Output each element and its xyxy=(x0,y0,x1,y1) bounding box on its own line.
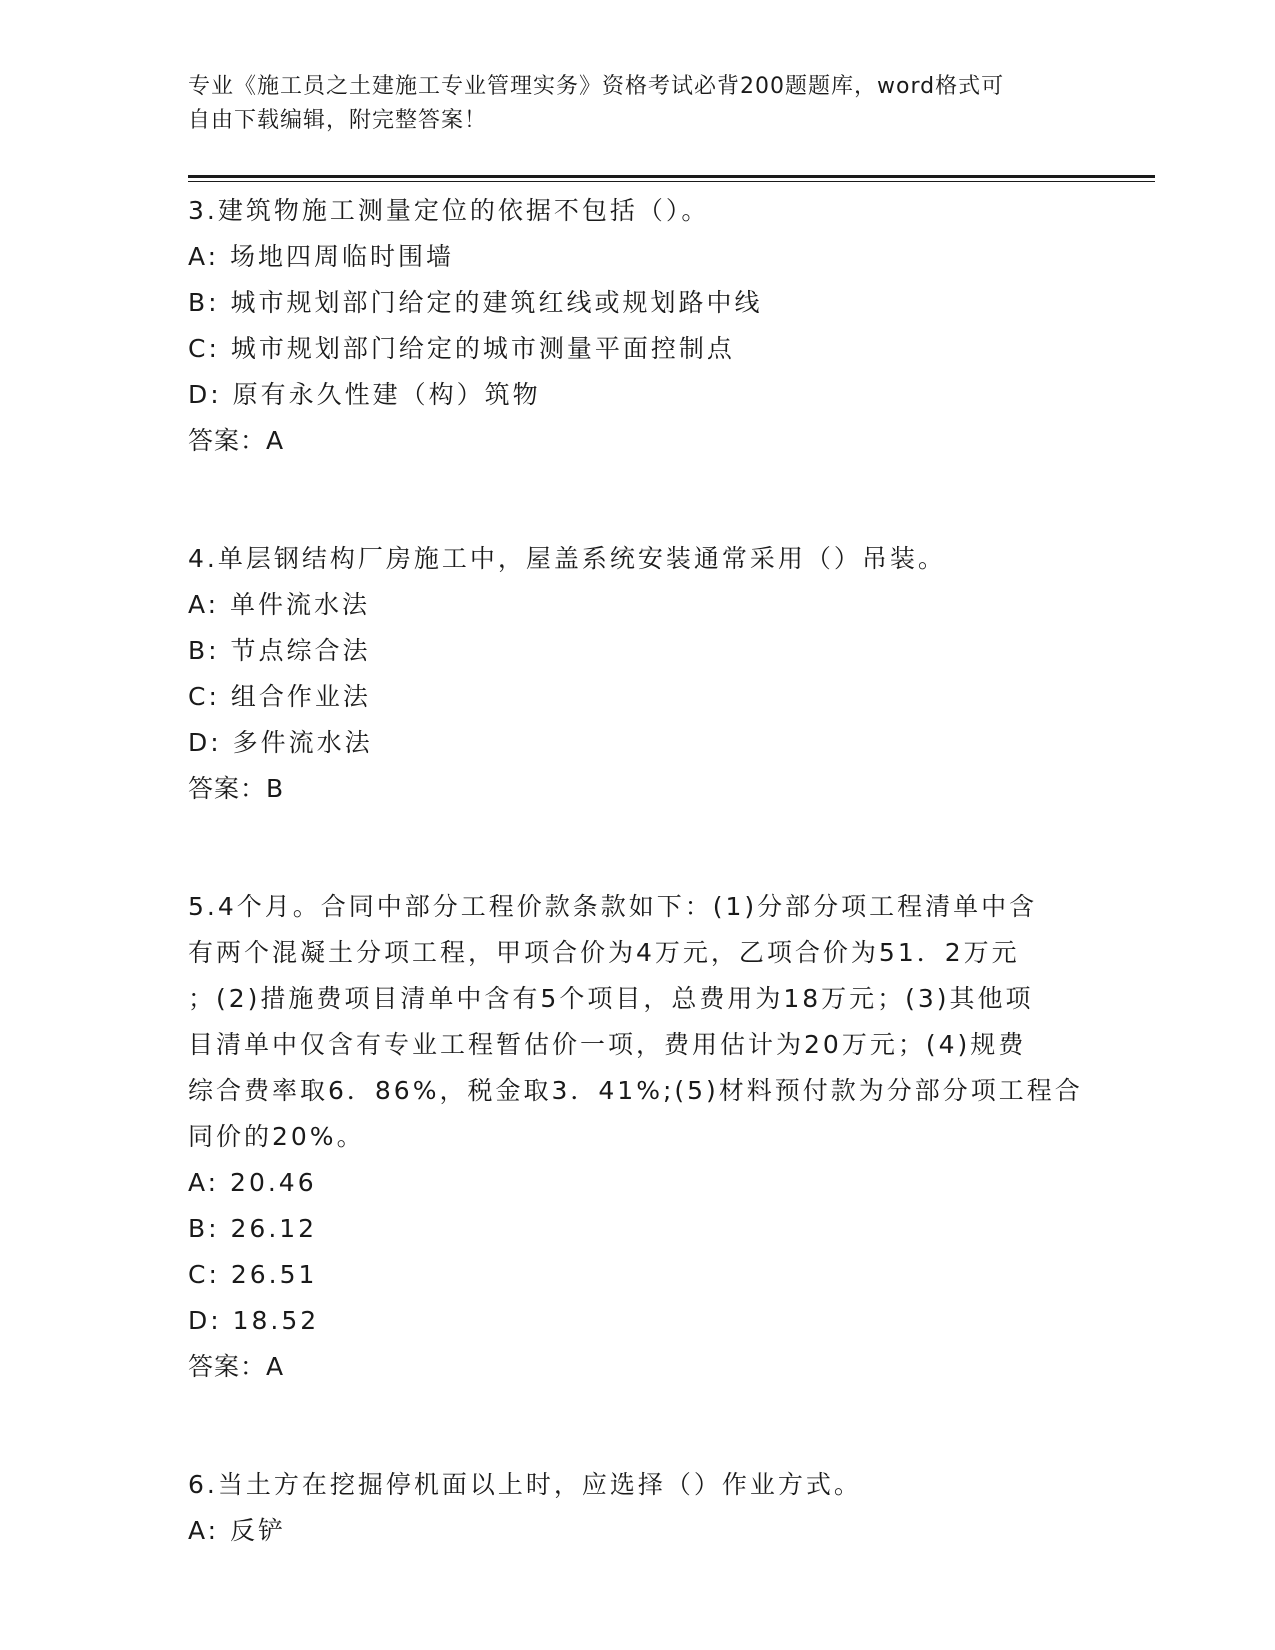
header-divider-thin xyxy=(188,181,1155,182)
header-line-1: 专业《施工员之土建施工专业管理实务》资格考试必背200题题库，word格式可 xyxy=(188,74,1005,99)
question-stem: 3.建筑物施工测量定位的依据不包括（）。 xyxy=(188,196,710,225)
question-stem-line: 有两个混凝土分项工程，甲项合价为4万元，乙项合价为51．2万元 xyxy=(188,938,1020,967)
option-d: D: 18.52 xyxy=(188,1306,320,1335)
question-item xyxy=(188,188,1088,464)
header-divider-thick xyxy=(188,175,1155,178)
option-a: A: 反铲 xyxy=(188,1516,287,1545)
option-b: B: 26.12 xyxy=(188,1214,318,1243)
option-a: A: 单件流水法 xyxy=(188,590,371,619)
question-stem-line: ；(2)措施费项目清单中含有5个项目，总费用为18万元；(3)其他项 xyxy=(188,984,1034,1013)
question-spacer xyxy=(188,1390,1088,1462)
option-d: D: 多件流水法 xyxy=(188,728,373,757)
question-spacer xyxy=(188,464,1088,536)
answer-line: 答案：B xyxy=(188,774,285,803)
option-b: B: 城市规划部门给定的建筑红线或规划路中线 xyxy=(188,288,763,317)
question-stem: 4.单层钢结构厂房施工中，屋盖系统安装通常采用（）吊装。 xyxy=(188,544,946,573)
answer-line: 答案：A xyxy=(188,426,285,455)
document-header xyxy=(188,70,1068,138)
question-item xyxy=(188,1462,1088,1554)
question-stem-line: 同价的20%。 xyxy=(188,1122,365,1151)
question-stem-line: 目清单中仅含有专业工程暂估价一项，费用估计为20万元；(4)规费 xyxy=(188,1030,1027,1059)
option-d: D: 原有永久性建（构）筑物 xyxy=(188,380,541,409)
question-list xyxy=(188,188,1088,1554)
question-spacer xyxy=(188,812,1088,884)
option-b: B: 节点综合法 xyxy=(188,636,371,665)
question-item xyxy=(188,536,1088,812)
option-a: A: 20.46 xyxy=(188,1168,317,1197)
question-stem: 6.当土方在挖掘停机面以上时，应选择（）作业方式。 xyxy=(188,1470,862,1499)
option-c: C: 26.51 xyxy=(188,1260,318,1289)
option-a: A: 场地四周临时围墙 xyxy=(188,242,455,271)
answer-line: 答案：A xyxy=(188,1352,285,1381)
header-line-2: 自由下载编辑，附完整答案！ xyxy=(188,108,488,133)
option-c: C: 城市规划部门给定的城市测量平面控制点 xyxy=(188,334,735,363)
question-stem-line: 综合费率取6．86%，税金取3．41%;(5)材料预付款为分部分项工程合 xyxy=(188,1076,1083,1105)
option-c: C: 组合作业法 xyxy=(188,682,371,711)
question-stem-line: 5.4个月。合同中部分工程价款条款如下：(1)分部分项工程清单中含 xyxy=(188,892,1038,921)
question-item xyxy=(188,884,1088,1390)
